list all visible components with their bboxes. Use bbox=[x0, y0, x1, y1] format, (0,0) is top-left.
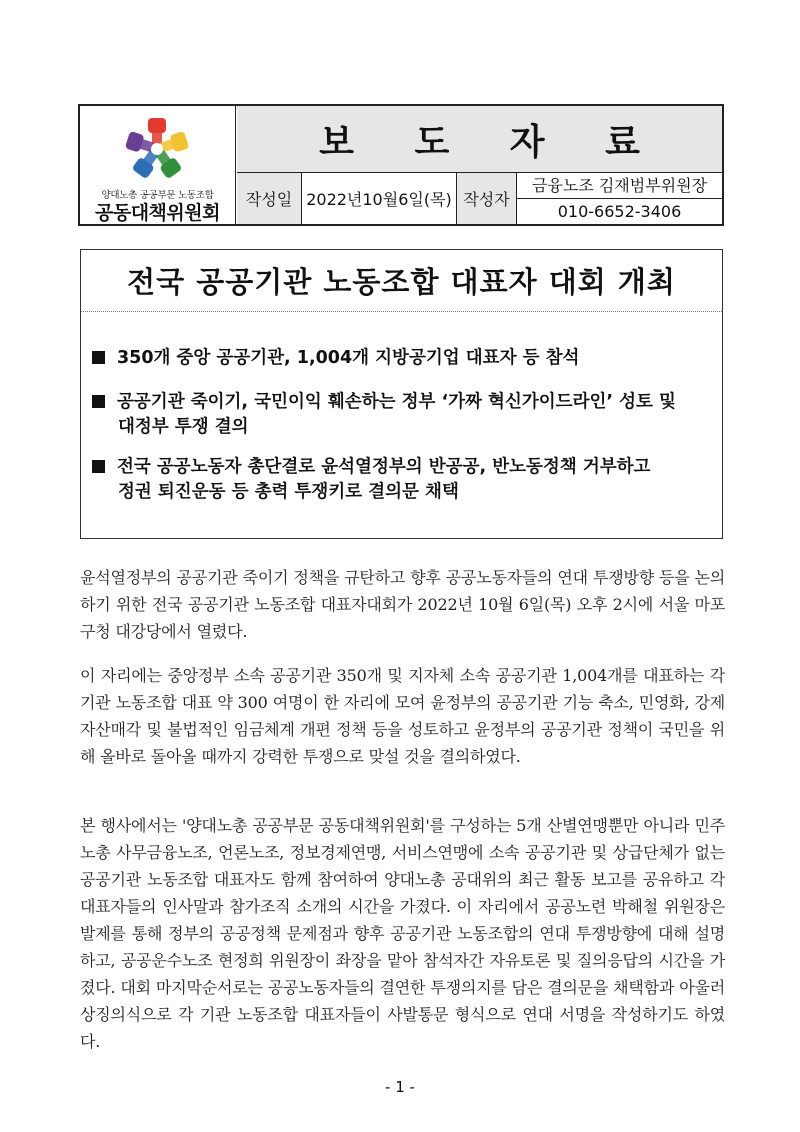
square-bullet-icon bbox=[92, 351, 105, 364]
bullet-item bbox=[92, 390, 712, 440]
org-subtitle: 양대노총 공공부문 노동조합 bbox=[101, 190, 214, 201]
meta-row bbox=[237, 173, 722, 224]
author-label: 작성자 bbox=[457, 173, 517, 224]
page-number: - 1 - bbox=[385, 1078, 415, 1096]
author-cell bbox=[517, 173, 722, 224]
logo-center bbox=[151, 143, 163, 155]
bullet-line: 정권 퇴진운동 등 총력 투쟁키로 결의문 채택 bbox=[118, 482, 459, 502]
body-paragraph: 이 자리에는 중앙정부 소속 공공기관 350개 및 지자체 소속 공공기관 1,004개를 대표하는 각 기관 노동조합 대표 약 300 여명이 한 자리에 모여 윤정부의 공공기관 기능 축소, 민영화, 강제 자산매각 및 불법적인 임금체계 개편 정책 등을 성토하고 윤정부의 공공기관 정책이 국민을 위해 올바로 돌아올 때까지 강력한 투쟁으로 맞설 것을 결의하였다. bbox=[80, 666, 725, 766]
logo-cell bbox=[80, 106, 236, 224]
bullet-item bbox=[92, 346, 712, 371]
bullet-line: 전국 공공노동자 총단결로 윤석열정부의 반공공, 반노동정책 거부하고 bbox=[117, 457, 651, 477]
press-release-header bbox=[78, 104, 724, 226]
body-paragraph: 윤석열정부의 공공기관 죽이기 정책을 규탄하고 향후 공공노동자들의 연대 투쟁방향 등을 논의하기 위한 전국 공공기관 노동조합 대표자대회가 2022년 10월 6일(목) 오후 2시에 서울 마포구청 대강당에서 열렸다. bbox=[80, 568, 725, 641]
bullet-line: 대정부 투쟁 결의 bbox=[118, 417, 249, 437]
doc-type-cell bbox=[237, 106, 722, 173]
date-value: 2022년10월6일(목) bbox=[302, 173, 457, 224]
org-name: 공동대책위원회 bbox=[95, 202, 220, 224]
fist-icon bbox=[148, 118, 166, 144]
doc-type-title: 보 도 자 료 bbox=[319, 121, 664, 163]
author-phone: 010-6652-3406 bbox=[557, 202, 682, 221]
body-paragraph: 본 행사에서는 '양대노총 공공부문 공동대책위원회'를 구성하는 5개 산별연맹뿐만 아니라 민주노총 사무금융노조, 언론노조, 정보경제연맹, 서비스연맹에 소속 공공기관 및 상급단체가 없는 공공기관 노동조합 대표자도 함께 참여하여 양대노총 공대위의 최근 활동 보고를 공유하고 각 대표자들의 인사말과 참가조직 소개의 시간을 가졌다. 이 자리에서 공공노련 박해철 위원장은 발제를 통해 정부의 공공정책 문제점과 향후 공공기관 노동조합의 연대 투쟁방향에 대해 설명하고, 공공운수노조 현정희 위원장이 좌장을 맡아 참석자간 자유토론 및 질의응답의 시간을 가졌다. 대회 마지막순서로는 공공노동자들의 결연한 투쟁의지를 담은 결의문을 채택함과 아울러 상징의식으로 각 기관 노동조합 대표자들이 사발통문 형식으로 연대 서명을 작성하기도 하였다. bbox=[80, 816, 725, 1051]
author-name: 금융노조 김재범부위원장 bbox=[517, 173, 722, 199]
dotted-divider bbox=[81, 311, 722, 312]
bullet-line: 350개 중앙 공공기관, 1,004개 지방공기업 대표자 등 참석 bbox=[117, 348, 580, 368]
headline-title: 전국 공공기관 노동조합 대표자 대회 개최 bbox=[127, 265, 676, 299]
bullet-line: 공공기관 죽이기, 국민이익 훼손하는 정부 ‘가짜 혁신가이드라인’ 성토 및 bbox=[117, 392, 676, 412]
bullet-item bbox=[92, 455, 712, 505]
headline-box bbox=[80, 249, 723, 539]
square-bullet-icon bbox=[92, 395, 105, 408]
union-hands-logo-icon bbox=[114, 112, 200, 186]
date-label: 작성일 bbox=[237, 173, 302, 224]
square-bullet-icon bbox=[92, 460, 105, 473]
